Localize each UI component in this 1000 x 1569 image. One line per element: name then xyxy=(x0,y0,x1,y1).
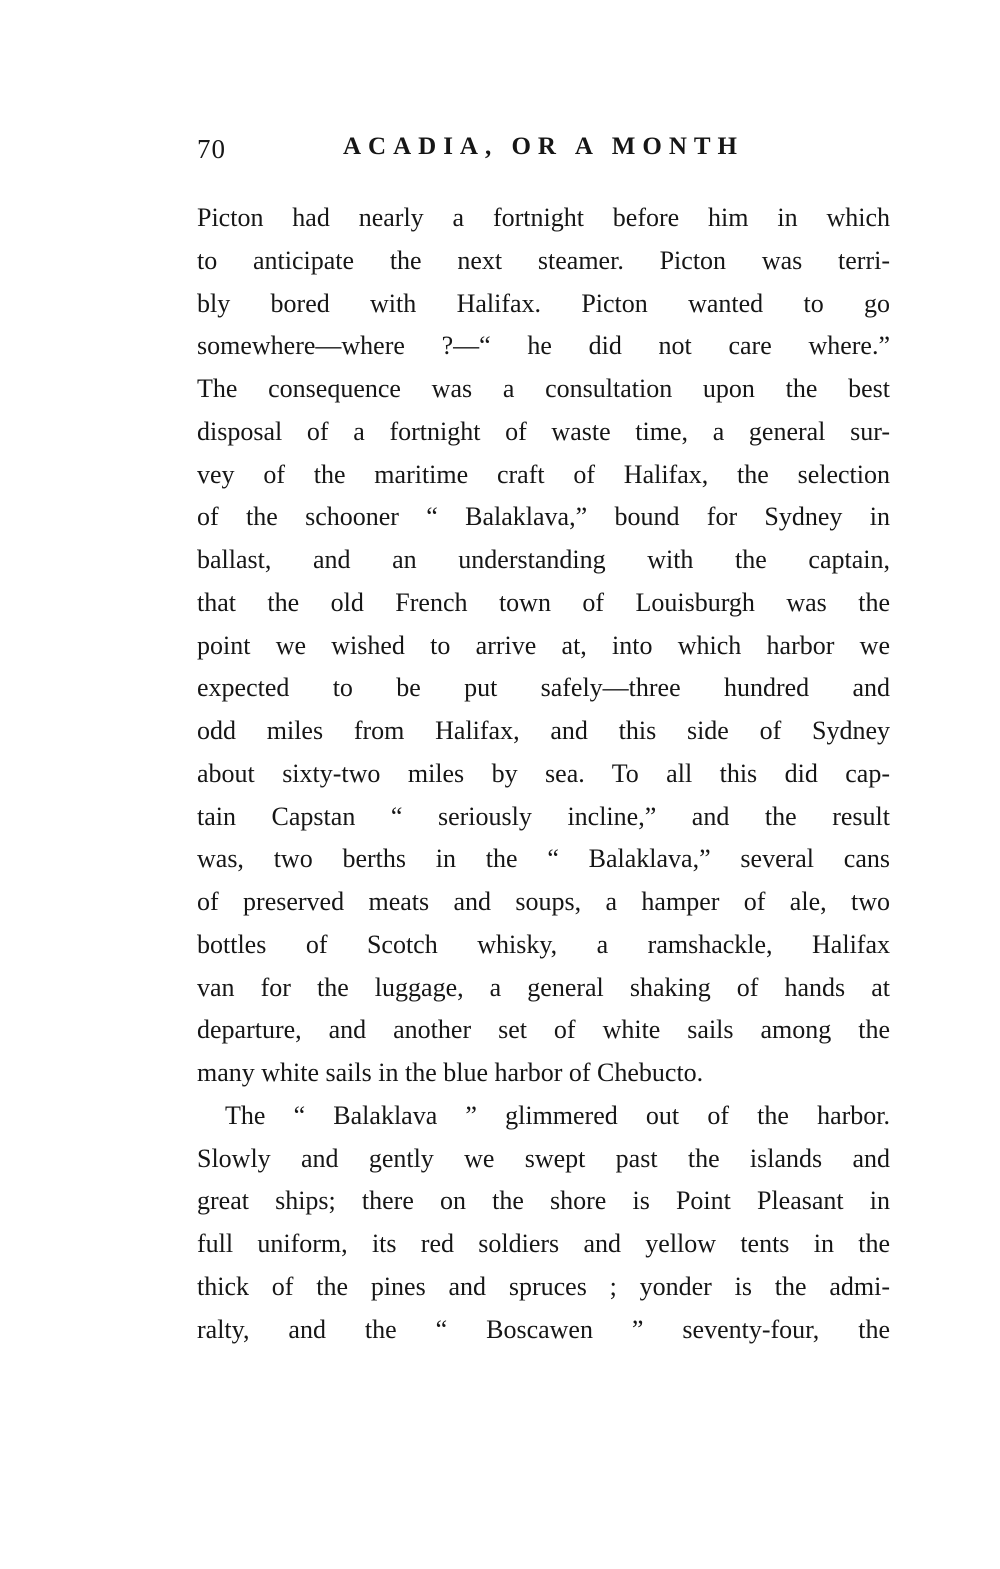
page-header xyxy=(197,133,890,165)
running-header: ACADIA, OR A MONTH xyxy=(342,133,744,160)
text-line: bottles of Scotch whisky, a ramshackle, Halifax xyxy=(197,929,890,959)
text-line: many white sails in the blue harbor of Chebucto. xyxy=(197,1058,704,1087)
text-line: bly bored with Halifax. Picton wanted to go xyxy=(197,288,890,318)
text-line: Picton had nearly a fortnight before him in which xyxy=(197,203,890,232)
text-line: of the schooner “ Balaklava,” bound for Sydney in xyxy=(197,502,890,532)
text-line: The consequence was a consultation upon the best xyxy=(197,374,890,403)
text-line: tain Capstan “ seriously incline,” and the result xyxy=(197,801,890,831)
text-line: thick of the pines and spruces ; yonder is the admi- xyxy=(197,1271,890,1301)
text-line: Slowly and gently we swept past the islands and xyxy=(197,1143,890,1173)
text-line: that the old French town of Louisburgh was the xyxy=(197,587,890,617)
text-line: vey of the maritime craft of Halifax, the selection xyxy=(197,459,890,489)
text-line: van for the luggage, a general shaking of hands at xyxy=(197,972,890,1002)
paragraph xyxy=(197,197,890,1095)
paragraph xyxy=(197,1095,890,1352)
text-line: expected to be put safely—three hundred and xyxy=(197,673,890,703)
text-line: about sixty-two miles by sea. To all this did cap- xyxy=(197,758,890,788)
text-line: ralty, and the “ Boscawen ” seventy-four, the xyxy=(197,1314,890,1344)
text-line: point we wished to arrive at, into which harbor we xyxy=(197,630,890,660)
text-line: of preserved meats and soups, a hamper of ale, two xyxy=(197,887,890,916)
text-line: to anticipate the next steamer. Picton was terri- xyxy=(197,245,890,275)
text-line: odd miles from Halifax, and this side of Sydney xyxy=(197,716,890,745)
text-line: somewhere—where ?—“ he did not care where.” xyxy=(197,331,890,361)
text-line: full uniform, its red soldiers and yellow tents in the xyxy=(197,1229,890,1258)
page-number: 70 xyxy=(197,134,226,164)
text-line: departure, and another set of white sails among the xyxy=(197,1015,890,1045)
text-line: disposal of a fortnight of waste time, a general sur- xyxy=(197,416,890,446)
text-block xyxy=(197,197,890,1351)
text-line: was, two berths in the “ Balaklava,” several cans xyxy=(197,844,890,874)
text-line: ballast, and an understanding with the captain, xyxy=(197,545,890,574)
text-line: great ships; there on the shore is Point Pleasant in xyxy=(197,1186,890,1216)
text-line: The “ Balaklava ” glimmered out of the harbor. xyxy=(225,1100,890,1130)
